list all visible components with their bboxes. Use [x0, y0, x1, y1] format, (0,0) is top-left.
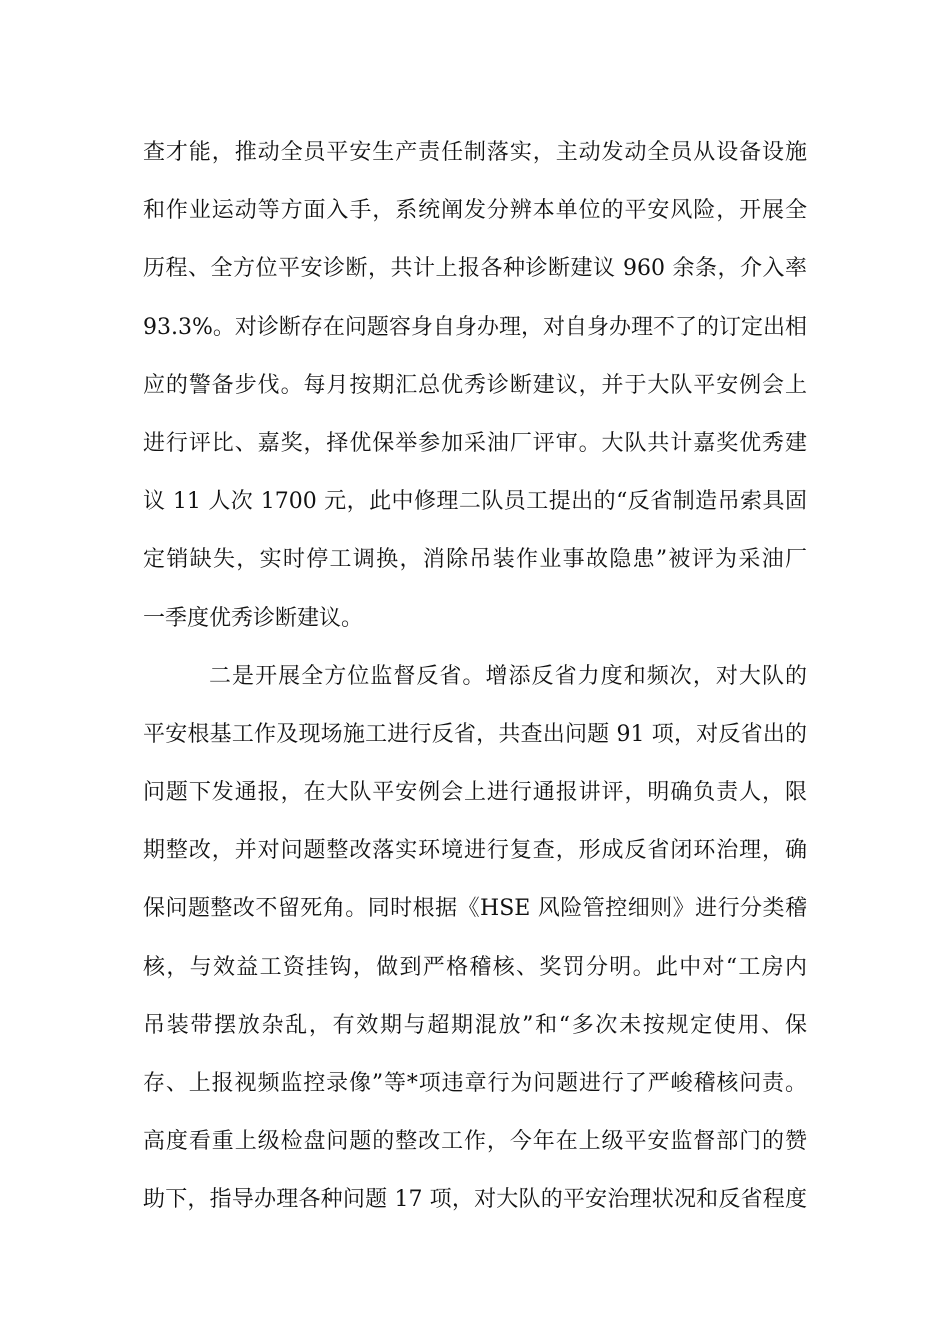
text-line: 定销缺失，实时停工调换，消除吊装作业事故隐患”被评为采油厂: [143, 547, 807, 573]
text-line: 高度看重上级检盘问题的整改工作，今年在上级平安监督部门的赞: [143, 1129, 807, 1155]
text-line: 助下，指导办理各种问题 17 项，对大队的平安治理状况和反省程度: [143, 1187, 807, 1213]
text-line: 吊装带摆放杂乱，有效期与超期混放”和“多次未按规定使用、保: [143, 1012, 807, 1038]
text-line: 应的警备步伐。每月按期汇总优秀诊断建议，并于大队平安例会上: [143, 372, 807, 398]
body-text: [143, 124, 807, 1230]
text-line: 问题下发通报，在大队平安例会上进行通报讲评，明确负责人，限: [143, 780, 807, 806]
text-line: 查才能，推动全员平安生产责任制落实，主动发动全员从设备设施: [143, 140, 807, 165]
text-line: 存、上报视频监控录像”等*项违章行为问题进行了严峻稽核问责。: [143, 1071, 807, 1096]
text-line: 议 11 人次 1700 元，此中修理二队员工提出的“反省制造吊索具固: [143, 489, 807, 515]
text-line: 历程、全方位平安诊断，共计上报各种诊断建议 960 余条，介入率: [143, 256, 807, 282]
text-line: 期整改，并对问题整改落实环境进行复查，形成反省闭环治理，确: [143, 838, 807, 864]
text-line: 保问题整改不留死角。同时根据《HSE 风险管控细则》进行分类稽: [143, 896, 807, 922]
text-line: 进行评比、嘉奖，择优保举参加采油厂评审。大队共计嘉奖优秀建: [143, 430, 807, 456]
text-line: 平安根基工作及现场施工进行反省，共查出问题 91 项，对反省出的: [143, 721, 807, 747]
text-line: 一季度优秀诊断建议。: [143, 605, 364, 631]
text-line: 核，与效益工资挂钩，做到严格稽核、奖罚分明。此中对“工房内: [143, 954, 807, 980]
paragraph-first-line: 二是开展全方位监督反省。增添反省力度和频次，对大队的: [209, 663, 807, 689]
text-line: 93.3%。对诊断存在问题容身自身办理，对自身办理不了的订定出相: [143, 314, 807, 340]
text-line: 和作业运动等方面入手，系统阐发分辨本单位的平安风险，开展全: [143, 198, 807, 224]
